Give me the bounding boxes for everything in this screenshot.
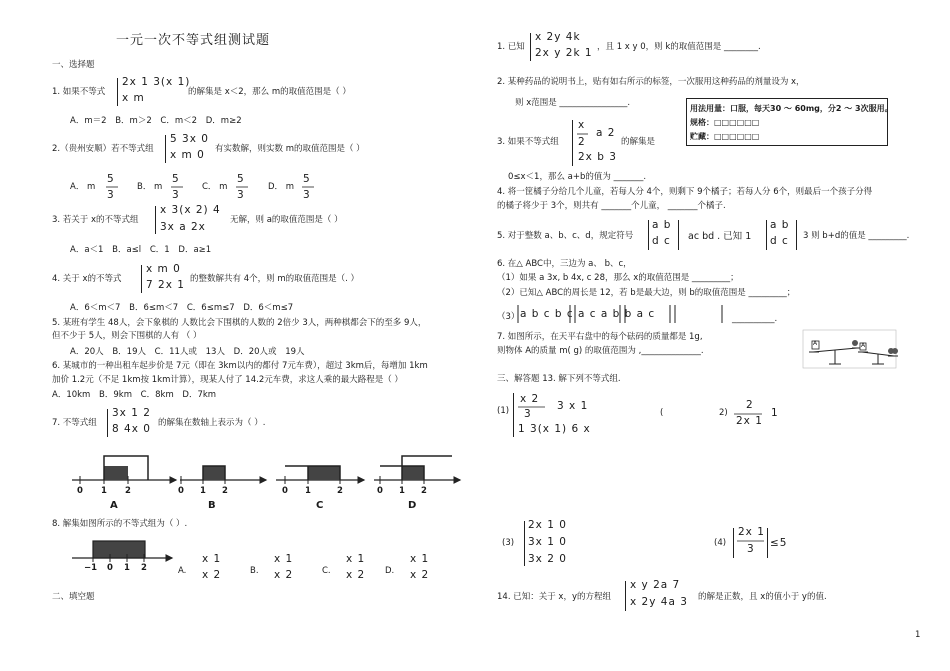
r-q1-brace bbox=[530, 33, 531, 61]
r-q5-det2-row2: d c bbox=[770, 235, 789, 247]
s4-abs-left bbox=[733, 528, 734, 558]
q2-c-num: 5 bbox=[237, 173, 245, 185]
q7-text-pre: 7. 不等式组 bbox=[52, 418, 97, 428]
q7-d-tick-2: 2 bbox=[421, 486, 427, 496]
r-q3-condition: 0≤x＜1，那么 a+b的值为 _______. bbox=[508, 172, 647, 182]
s1-row2: 1 3(x 1) 6 x bbox=[518, 423, 591, 435]
r-q6-part3-expr: a b c b c a c a b b a c bbox=[520, 308, 656, 320]
q8-option-b-row2: x 2 bbox=[274, 569, 294, 581]
s4-num: 2x 1 bbox=[738, 526, 765, 538]
s3-brace bbox=[524, 521, 525, 566]
q8-tick-0: 0 bbox=[107, 563, 113, 573]
q2-b-num: 5 bbox=[172, 173, 180, 185]
r-q1-row1: x 2y 4k bbox=[535, 31, 581, 43]
q1-text-pre: 1. 如果不等式 bbox=[52, 87, 106, 97]
r-q3-row1-tail: a 2 bbox=[596, 127, 616, 139]
q4-text-post: 的整数解共有 4个，则 m的取值范围是（. ） bbox=[190, 274, 359, 284]
s1-den: 3 bbox=[524, 408, 532, 420]
r-q3-text-post: 的解集是 bbox=[621, 137, 656, 147]
balance-object-a-label: A bbox=[813, 340, 818, 347]
q3-row2: 3x a 2x bbox=[160, 221, 206, 233]
q7-label-b: B bbox=[208, 500, 216, 511]
q4-text-pre: 4. 关于 x的不等式 bbox=[52, 274, 122, 284]
r-q5-det1-right bbox=[678, 220, 679, 250]
q5-line2: 但不少于 5人，则会下围棋的人有 （ ） bbox=[52, 331, 202, 341]
q2-a-num: 5 bbox=[107, 173, 115, 185]
r-q6-part1: （1）如果 a 3x, b 4x, c 28，那么 x的取值范围是 _________； bbox=[497, 273, 739, 283]
q8-option-c-label: C. bbox=[322, 566, 331, 576]
s2-tail: 1 bbox=[771, 407, 779, 419]
r-q3-frac-num: x bbox=[578, 119, 586, 131]
q4-options: A．6＜m＜7 B．6≤m＜7 C．6≤m≤7 D．6＜m≤7 bbox=[70, 303, 294, 313]
page-number: 1 bbox=[915, 630, 921, 640]
section-answer-heading: 三、解答题 13. 解下列不等式组. bbox=[497, 374, 621, 384]
q14-brace bbox=[625, 581, 626, 611]
medicine-label-storage: 贮藏：□□□□□□ bbox=[690, 132, 760, 141]
q7-c-tick-0: 0 bbox=[282, 486, 288, 496]
q2-row1: 5 3x 0 bbox=[170, 133, 209, 145]
s4-label: (4) bbox=[714, 538, 727, 548]
r-q2-range: 则 x范围是 ________________. bbox=[515, 98, 631, 108]
s4-den: 3 bbox=[747, 543, 755, 555]
q6-line2: 加价 1.2元（不足 1km按 1km计算），现某人付了 14.2元车费，求这人乘的最大路程是（ ） bbox=[52, 375, 403, 385]
q5-line1: 5. 某班有学生 48人，会下象棋的 人数比会下围棋的人数的 2倍少 3人，两种棋都会下的至多 9人， bbox=[52, 318, 427, 328]
s2-den: 2x 1 bbox=[736, 415, 763, 427]
s2-label: 2) bbox=[719, 408, 728, 418]
r-q1-row2: 2x y 2k 1 bbox=[535, 47, 593, 59]
s3-label: (3) bbox=[502, 538, 515, 548]
q1-brace bbox=[117, 78, 118, 106]
s3-row3: 3x 2 0 bbox=[528, 553, 567, 565]
q4-brace bbox=[141, 265, 142, 293]
r-q5-det1-row1: a b bbox=[652, 219, 672, 231]
q7-label-d: D bbox=[408, 500, 417, 511]
q8-tick-neg1: −1 bbox=[84, 563, 98, 573]
q1-row2: x m bbox=[122, 92, 145, 104]
q2-b-den: 3 bbox=[172, 189, 180, 201]
q2-a-den: 3 bbox=[107, 189, 115, 201]
s4-frac-line bbox=[0, 0, 1, 1]
medicine-label-dosage: 用法用量：口服，每天30 ～ 60mg，分2 ～ 3次服用。 bbox=[690, 104, 893, 113]
q2-option-d: D． m bbox=[268, 182, 295, 192]
q7-label-c: C bbox=[316, 500, 324, 511]
r-q2-text: 2. 某种药品的说明书上，贴有如右所示的标签，一次服用这种药品的剂量设为 x， bbox=[497, 77, 805, 87]
q8-option-b-label: B. bbox=[250, 566, 259, 576]
q7-row2: 8 4x 0 bbox=[112, 423, 151, 435]
q2-d-den: 3 bbox=[303, 189, 311, 201]
s4-tail: ≤5 bbox=[770, 537, 788, 549]
r-q1-text-post: ，且 1 x y 0，则 k的取值范围是 ________. bbox=[597, 42, 761, 52]
s3-row1: 2x 1 0 bbox=[528, 519, 567, 531]
r-q5-det2-right bbox=[796, 220, 797, 250]
q4-row1: x m 0 bbox=[146, 263, 181, 275]
q6-options: A．10km B．9km C．8km D．7km bbox=[52, 390, 217, 400]
q14-row2: x 2y 4a 3 bbox=[630, 596, 688, 608]
q2-d-num: 5 bbox=[303, 173, 311, 185]
r-q1-text-pre: 1. 已知 bbox=[497, 42, 525, 52]
q8-option-d-row2: x 2 bbox=[410, 569, 430, 581]
q3-options: A．a＜1 B．a≤l C．1 D．a≥1 bbox=[70, 245, 212, 255]
s2-num: 2 bbox=[746, 399, 754, 411]
s1-paren: ( bbox=[660, 408, 664, 418]
q8-option-c-row2: x 2 bbox=[346, 569, 366, 581]
r-q5-text-pre: 5. 对于整数 a、b、c、d，规定符号 bbox=[497, 231, 634, 241]
r-q6-part3-label: （3） bbox=[497, 312, 520, 322]
q2-c-den: 3 bbox=[237, 189, 245, 201]
q2-row2: x m 0 bbox=[170, 149, 205, 161]
q7-b-tick-0: 0 bbox=[178, 486, 184, 496]
q8-option-b-row1: x 1 bbox=[274, 553, 294, 565]
s1-row1-tail: 3 x 1 bbox=[557, 400, 589, 412]
q8-option-d-label: D. bbox=[385, 566, 395, 576]
r-q5-det2-row1: a b bbox=[770, 219, 790, 231]
q1-row1: 2x 1 3(x 1) bbox=[122, 76, 191, 88]
q7-d-tick-1: 1 bbox=[399, 486, 405, 496]
q8-text: 8. 解集如图所示的不等式组为（ ）. bbox=[52, 519, 188, 529]
q7-a-tick-0: 0 bbox=[77, 486, 83, 496]
q2-option-c: C． m bbox=[202, 182, 228, 192]
q7-b-tick-1: 1 bbox=[200, 486, 206, 496]
r-q4-line1: 4. 将一筐橘子分给几个儿童，若每人分 4个，则剩下 9个橘子；若每人分 6个，则最后一个孩子分得 bbox=[497, 187, 873, 197]
q2-text-post: 有实数解，则实数 m的取值范围是（ ） bbox=[215, 144, 365, 154]
q7-label-a: A bbox=[110, 500, 118, 511]
q2-brace bbox=[165, 135, 166, 163]
section-choice-heading: 一、选择题 bbox=[52, 60, 95, 70]
r-q6-text: 6. 在△ ABC中，三边为 a、 b、c， bbox=[497, 259, 632, 269]
s1-brace bbox=[513, 393, 514, 437]
s4-abs-right bbox=[767, 528, 768, 558]
q14-text-post: 的解是正数，且 x的值小于 y的值. bbox=[698, 592, 827, 602]
q14-text-pre: 14. 已知：关于 x，y的方程组 bbox=[497, 592, 611, 602]
r-q3-brace bbox=[572, 120, 573, 166]
q8-option-a-label: A. bbox=[178, 566, 187, 576]
r-q6-part2: （2）已知△ ABC的周长是 12，若 b是最大边，则 b的取值范围是 _________； bbox=[497, 288, 796, 298]
q5-options: A．20人 B．19人 C．11人或 13人 D．20人或 19人 bbox=[70, 347, 305, 357]
q4-row2: 7 2x 1 bbox=[146, 279, 185, 291]
q2-text-pre: 2.（贵州安顺）若不等式组 bbox=[52, 144, 154, 154]
r-q3-text-pre: 3. 如果不等式组 bbox=[497, 137, 559, 147]
r-q5-det1-row2: d c bbox=[652, 235, 671, 247]
q7-c-tick-2: 2 bbox=[337, 486, 343, 496]
q7-c-tick-1: 1 bbox=[305, 486, 311, 496]
q1-options: A．m＝2 B．m＞2 C．m＜2 D．m≥2 bbox=[70, 116, 242, 126]
q1-text-post: 的解集是 x＜2，那么 m的取值范围是（ ） bbox=[188, 87, 351, 97]
q14-row1: x y 2a 7 bbox=[630, 579, 681, 591]
q8-option-a-row2: x 2 bbox=[202, 569, 222, 581]
r-q5-det2-left bbox=[766, 220, 767, 250]
s1-num: x 2 bbox=[520, 393, 540, 405]
q8-option-d-row1: x 1 bbox=[410, 553, 430, 565]
r-q4-line2: 的橘子将少于 3个，则共有 _______个儿童， _______个橘子. bbox=[497, 201, 726, 211]
r-q5-text-post: 3 则 b+d的值是 _________. bbox=[803, 231, 910, 241]
balance-object-a-label-2: A bbox=[861, 342, 866, 349]
s1-label: (1) bbox=[497, 406, 510, 416]
q7-a-tick-1: 1 bbox=[101, 486, 107, 496]
r-q5-mid: ac bd . 已知 1 bbox=[688, 231, 752, 242]
r-q7-range: 则物体 A的质量 m( g) 的取值范围为 ,______________. bbox=[497, 346, 704, 356]
q8-tick-1: 1 bbox=[124, 563, 130, 573]
q7-text-post: 的解集在数轴上表示为（ ）. bbox=[158, 418, 266, 428]
r-q5-det1-left bbox=[648, 220, 649, 250]
q2-option-a: A． m bbox=[70, 182, 96, 192]
q7-d-tick-0: 0 bbox=[377, 486, 383, 496]
r-q7-text: 7. 如图所示，在天平右盘中的每个砝码的质量都是 1g, bbox=[497, 332, 703, 342]
q3-text-post: 无解，则 a的取值范围是（ ） bbox=[230, 215, 343, 225]
q2-option-b: B． m bbox=[137, 182, 163, 192]
q6-line1: 6. 某城市的一种出租车起步价是 7元（即在 3km以内的都付 7元车费），超过 3km后，每增加 1km bbox=[52, 361, 428, 371]
page-title: 一元一次不等式组测试题 bbox=[116, 33, 271, 48]
q7-brace bbox=[107, 409, 108, 437]
r-q3-frac-den: 2 bbox=[578, 136, 586, 148]
r-q3-row2: 2x b 3 bbox=[578, 151, 617, 163]
q8-option-a-row1: x 1 bbox=[202, 553, 222, 565]
q3-row1: x 3(x 2) 4 bbox=[160, 204, 221, 216]
medicine-label-spec: 规格：□□□□□□ bbox=[690, 118, 760, 127]
q7-row1: 3x 1 2 bbox=[112, 407, 151, 419]
q3-brace bbox=[155, 206, 156, 234]
section-fill-heading: 二、填空题 bbox=[52, 592, 95, 602]
q8-option-c-row1: x 1 bbox=[346, 553, 366, 565]
s3-row2: 3x 1 0 bbox=[528, 536, 567, 548]
r-q6-part3-blank: __________. bbox=[732, 314, 778, 324]
q7-b-tick-2: 2 bbox=[222, 486, 228, 496]
q8-tick-2: 2 bbox=[141, 563, 147, 573]
q7-a-tick-2: 2 bbox=[125, 486, 131, 496]
q3-text-pre: 3. 若关于 x的不等式组 bbox=[52, 215, 139, 225]
